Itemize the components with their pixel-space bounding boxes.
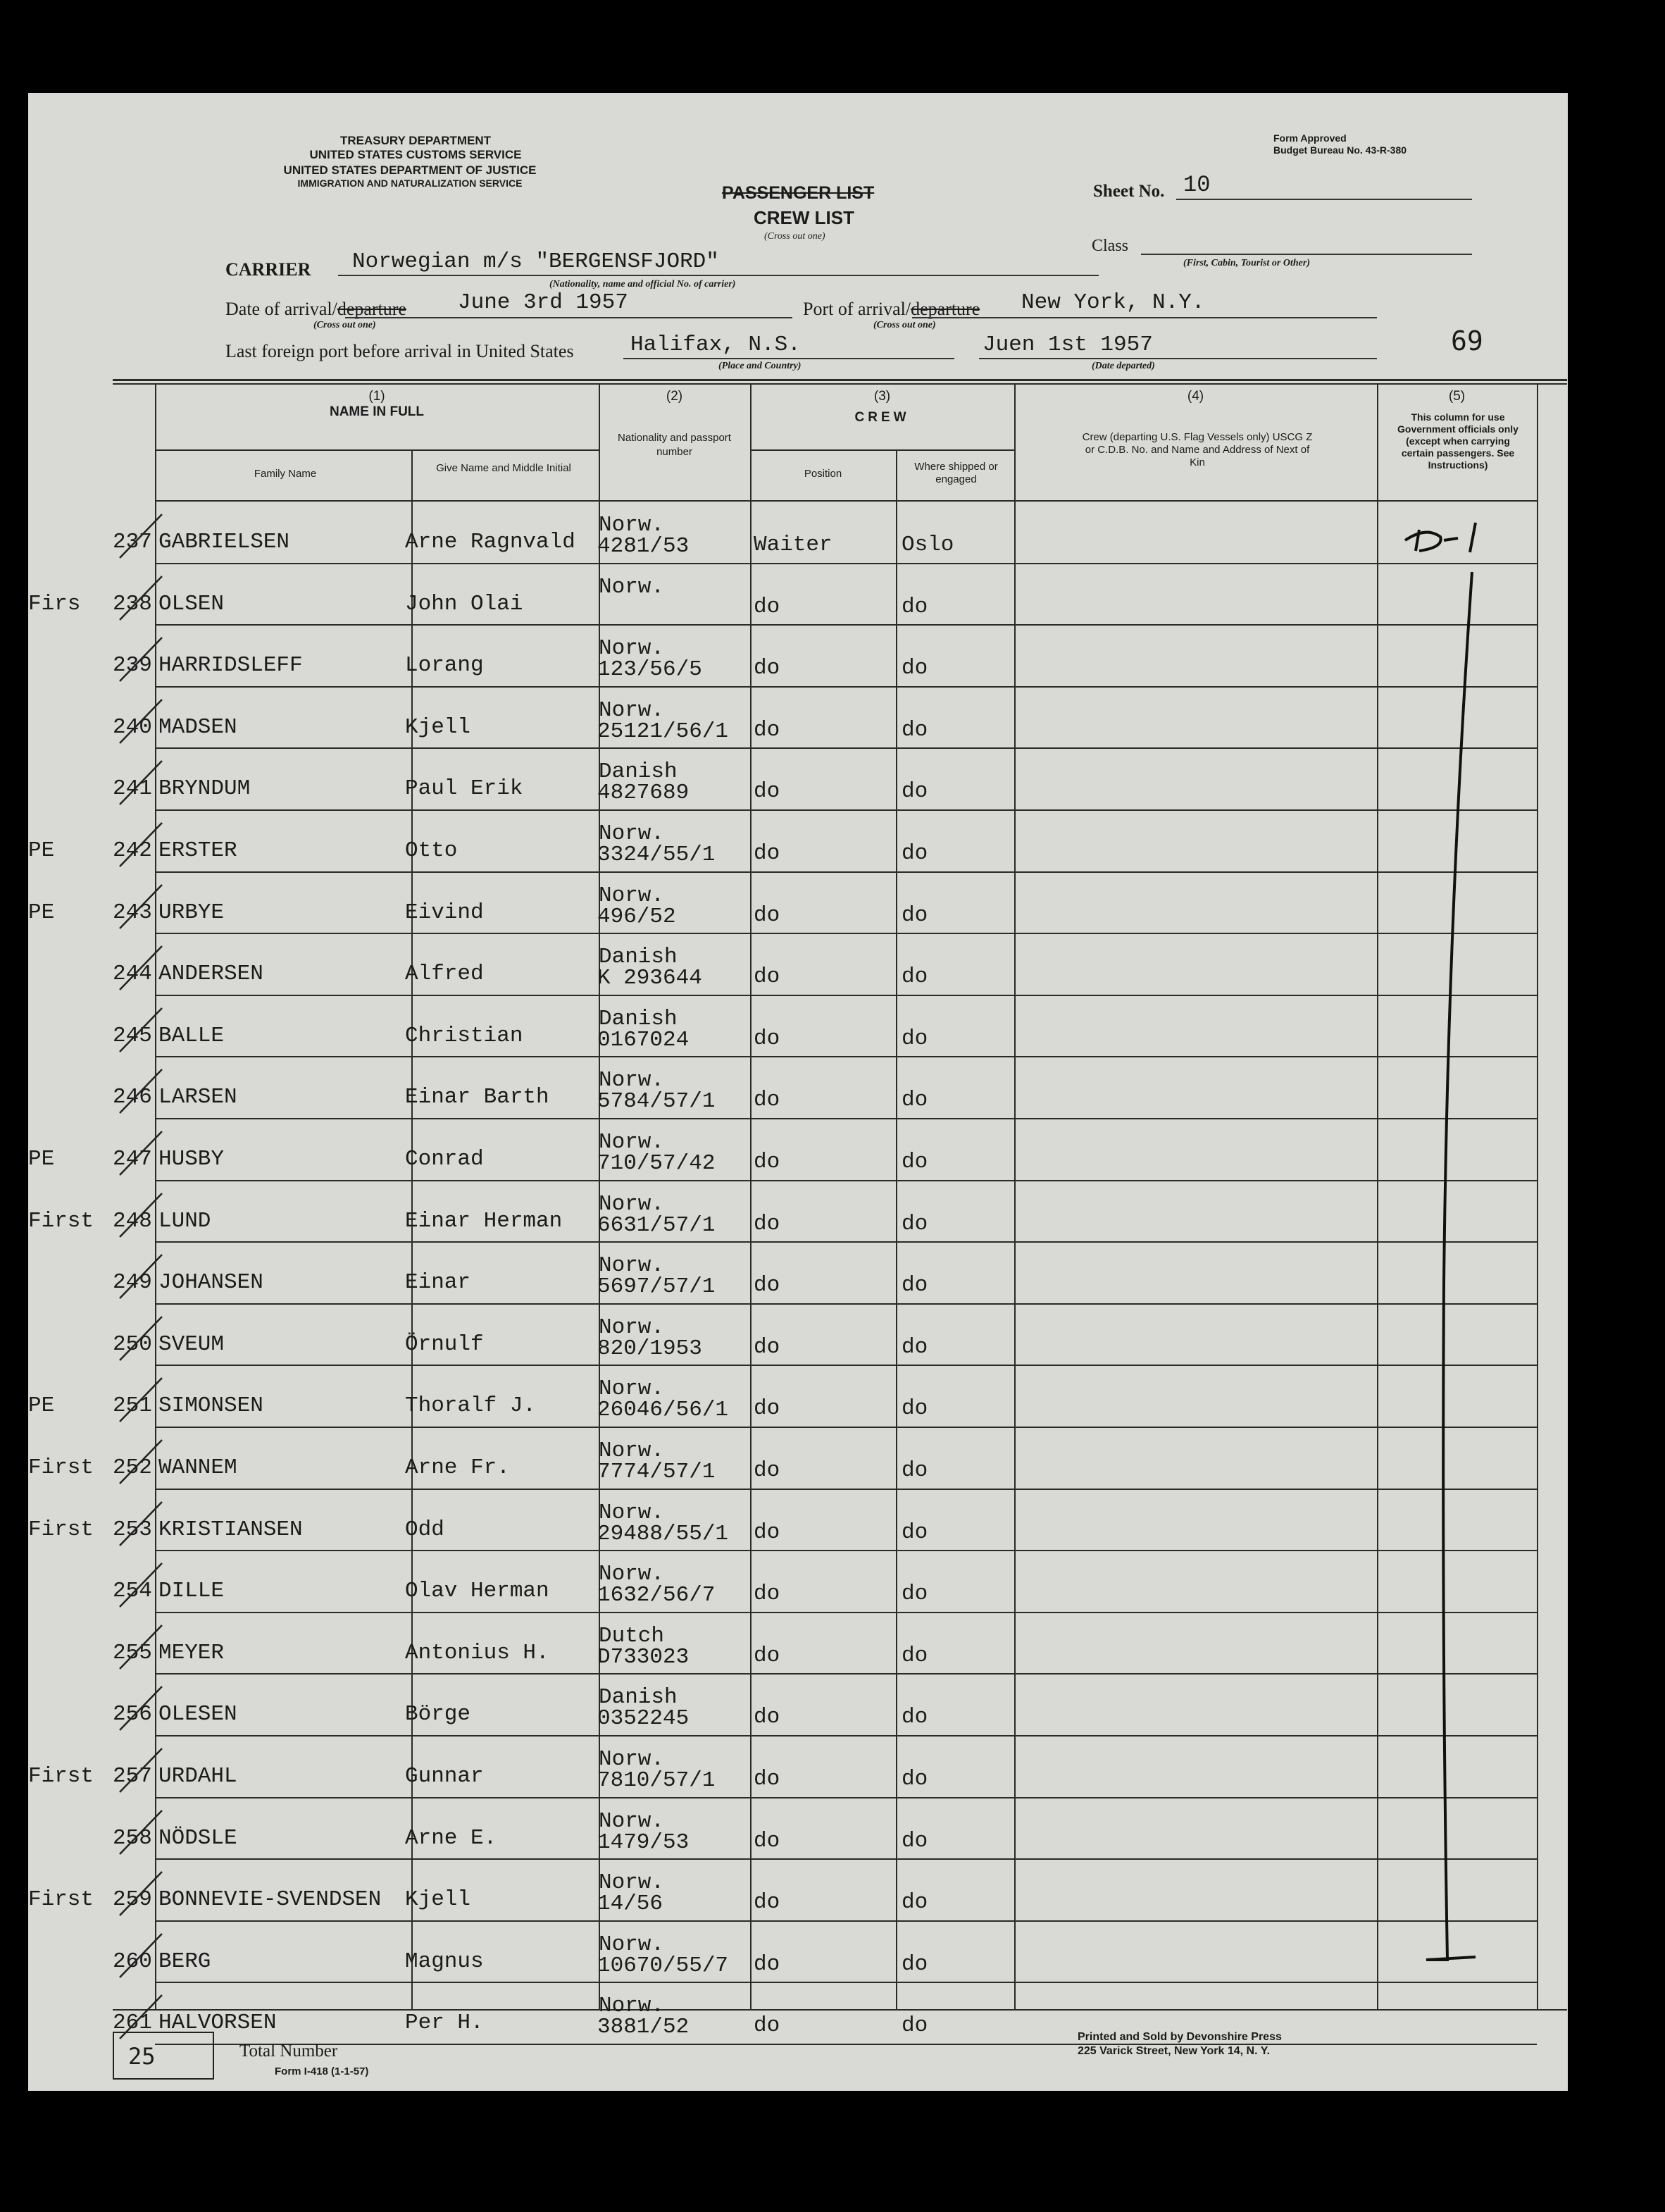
passport-number: D733023 [597, 1644, 690, 1670]
family-name: LUND [158, 1208, 211, 1234]
passenger-list-title-crossed: PASSENGER LIST [722, 183, 875, 203]
row-number: 237 [113, 530, 152, 554]
table-row [28, 1921, 1568, 1983]
position: do [754, 2013, 780, 2039]
passport-number: 1632/56/7 [597, 1583, 716, 1608]
nationality: Norw. [599, 1747, 665, 1772]
total-number-label: Total Number [239, 2042, 338, 2061]
row-number: 243 [113, 900, 152, 925]
nationality: Norw. [599, 697, 665, 723]
where-shipped: do [902, 1458, 928, 1483]
total-number-value: 25 [128, 2043, 156, 2070]
given-name: Eivind [405, 900, 484, 925]
nationality: Norw. [599, 1500, 665, 1525]
where-shipped: do [902, 902, 928, 928]
position: do [754, 1951, 780, 1977]
given-name: Lorang [405, 653, 484, 678]
date-of-arrival-label: Date of arrival/ [225, 299, 337, 319]
check-mark [106, 1674, 169, 1736]
row-number: 255 [113, 1640, 152, 1665]
place-and-country-hint: (Place and Country) [718, 361, 802, 371]
table-row [28, 1242, 1568, 1304]
table-row [28, 1982, 1568, 2044]
carrier-label: CARRIER [225, 259, 311, 280]
nationality: Norw. [599, 1068, 665, 1093]
given-name: Gunnar [405, 1764, 484, 1789]
position: do [754, 1582, 780, 1607]
where-shipped: do [902, 1211, 928, 1236]
nationality: Norw. [599, 1130, 665, 1155]
position: Waiter [754, 533, 832, 557]
col3-header [750, 389, 1014, 425]
col4-title: Crew (departing U.S. Flag Vessels only) USCG Z or C.D.B. No. and Name and Address of Next of Kin [1082, 431, 1313, 468]
col4-number: (4) [1187, 389, 1204, 404]
family-name: WANNEM [158, 1455, 237, 1480]
last-port-label: Last foreign port before arrival in United States [225, 341, 574, 361]
family-name: SIMONSEN [158, 1393, 263, 1419]
given-name: Conrad [405, 1147, 484, 1172]
passport-number: 5697/57/1 [597, 1274, 716, 1300]
position: do [754, 656, 780, 681]
table-row [28, 810, 1568, 872]
printer-line-2: 225 Varick Street, New York 14, N. Y. [1078, 2045, 1271, 2057]
table-row [28, 1427, 1568, 1489]
row-number: 250 [113, 1331, 152, 1357]
row-number: 254 [113, 1579, 152, 1604]
row-mark: First [28, 1208, 94, 1234]
where-shipped: do [902, 1767, 928, 1791]
passport-number: 3324/55/1 [597, 843, 716, 867]
printer-info [1078, 2030, 1282, 2058]
row-number: 261 [113, 2011, 152, 2036]
position: do [754, 1273, 780, 1298]
check-mark [106, 1181, 169, 1243]
where-shipped: do [902, 964, 928, 990]
issuing-departments [296, 134, 535, 162]
nationality: Norw. [599, 821, 665, 846]
class-hint: (First, Cabin, Tourist or Other) [1183, 258, 1310, 268]
nationality: Danish [599, 945, 678, 970]
family-name: LARSEN [158, 1085, 237, 1110]
dept-justice: UNITED STATES DEPARTMENT OF JUSTICE [283, 163, 537, 177]
check-mark [106, 1427, 169, 1489]
check-mark [106, 564, 169, 626]
family-name: KRISTIANSEN [158, 1517, 303, 1542]
official-annotation-mark [1377, 509, 1537, 2009]
table-row [28, 995, 1568, 1057]
row-number: 252 [113, 1455, 152, 1480]
given-name-header: Give Name and Middle Initial [436, 462, 571, 474]
family-name-header: Family Name [254, 468, 317, 480]
table-row [28, 1674, 1568, 1736]
where-shipped: Oslo [902, 533, 954, 557]
col5-title: This column for use Government officials only (except when carrying certain passengers. See Instructions) [1397, 411, 1519, 471]
port-of-arrival-label: Port of arrival/ [803, 299, 911, 319]
where-shipped: do [902, 1273, 928, 1298]
nationality: Norw. [599, 1870, 665, 1896]
where-shipped: do [902, 1890, 928, 1915]
check-mark [106, 1798, 169, 1860]
passport-number: 4281/53 [597, 534, 690, 559]
table-row [28, 1304, 1568, 1366]
dept-customs: UNITED STATES CUSTOMS SERVICE [309, 148, 522, 161]
port-departure-crossed: departure [911, 299, 980, 319]
passport-number: 10670/55/7 [597, 1953, 729, 1978]
given-name: Arne Ragnvald [405, 530, 575, 554]
last-port-value: Halifax, N.S. [630, 333, 801, 357]
cross-out-one-hint: (Cross out one) [764, 231, 825, 242]
where-shipped: do [902, 1026, 928, 1051]
where-shipped: do [902, 594, 928, 619]
given-name: Odd [405, 1517, 444, 1542]
family-name: OLSEN [158, 591, 225, 616]
row-number: 259 [113, 1887, 152, 1913]
position: do [754, 1211, 780, 1236]
row-number: 258 [113, 1825, 152, 1851]
nationality: Norw. [599, 1377, 665, 1402]
table-row [28, 1551, 1568, 1613]
table-row [28, 502, 1568, 564]
position: do [754, 1150, 780, 1174]
form-approval [1273, 132, 1407, 156]
passport-number: 0352245 [597, 1706, 690, 1732]
given-name: Thoralf J. [405, 1393, 537, 1419]
given-name: Alfred [405, 962, 484, 987]
nationality: Norw. [599, 1562, 665, 1587]
nationality: Norw. [599, 1191, 665, 1217]
table-row [28, 564, 1568, 626]
family-name: NÖDSLE [158, 1825, 237, 1851]
printer-line-1: Printed and Sold by Devonshire Press [1078, 2031, 1282, 2043]
where-shipped: do [902, 1705, 928, 1730]
row-number: 242 [113, 838, 152, 863]
nationality: Dutch [599, 1623, 665, 1648]
check-mark [106, 933, 169, 995]
family-name: URBYE [158, 900, 225, 925]
where-shipped: do [902, 656, 928, 681]
given-name: John Olai [405, 591, 523, 616]
position: do [754, 1396, 780, 1422]
table-row [28, 1057, 1568, 1119]
justice-department [227, 163, 593, 190]
table-row [28, 1859, 1568, 1921]
where-shipped: do [902, 1088, 928, 1113]
given-name: Otto [405, 838, 458, 863]
row-number: 238 [113, 591, 152, 616]
date-departed-value: Juen 1st 1957 [983, 333, 1153, 357]
col1-title: NAME IN FULL [329, 404, 425, 419]
table-row [28, 933, 1568, 995]
given-name: Olav Herman [405, 1579, 549, 1604]
row-number: 248 [113, 1208, 152, 1234]
row-number: 247 [113, 1147, 152, 1172]
nationality: Norw. [599, 1994, 665, 2019]
given-name: Örnulf [405, 1331, 484, 1357]
passport-number: 710/57/42 [597, 1151, 716, 1176]
family-name: OLESEN [158, 1702, 237, 1727]
arrival-date-value: June 3rd 1957 [458, 290, 628, 315]
row-number: 249 [113, 1270, 152, 1295]
row-mark: First [28, 1455, 94, 1480]
passport-number: 29488/55/1 [597, 1521, 729, 1546]
passport-number: 1479/53 [597, 1829, 690, 1855]
check-mark [106, 1242, 169, 1304]
nationality: Norw. [599, 1808, 665, 1834]
nationality: Norw. [599, 1315, 665, 1340]
check-mark [106, 1119, 169, 1181]
check-mark [106, 995, 169, 1057]
form-number: Form I-418 (1-1-57) [275, 2065, 369, 2077]
given-name: Magnus [405, 1949, 484, 1974]
date-cross-out-hint: (Cross out one) [313, 320, 376, 330]
family-name: ERSTER [158, 838, 237, 863]
table-row [28, 1613, 1568, 1674]
row-mark: Firs [28, 591, 81, 616]
row-number: 251 [113, 1393, 152, 1419]
position: do [754, 841, 780, 866]
row-number: 239 [113, 653, 152, 678]
passport-number: 4827689 [597, 781, 690, 806]
row-mark: First [28, 1887, 94, 1913]
passport-number: 6631/57/1 [597, 1212, 716, 1238]
row-mark: First [28, 1764, 94, 1789]
position: do [754, 1334, 780, 1360]
date-departure-crossed: departure [337, 299, 406, 319]
passport-number: 7810/57/1 [597, 1768, 716, 1793]
nationality: Norw. [599, 636, 665, 661]
position: do [754, 1643, 780, 1668]
row-number: 253 [113, 1517, 152, 1542]
table-row [28, 872, 1568, 934]
table-row [28, 687, 1568, 749]
sheet-no-label: Sheet No. [1093, 182, 1165, 201]
col1-header [155, 389, 599, 420]
row-number: 256 [113, 1702, 152, 1727]
check-mark [106, 1057, 169, 1119]
row-number: 244 [113, 962, 152, 987]
passport-number: 496/52 [597, 904, 676, 929]
row-mark: PE [28, 838, 55, 863]
position: do [754, 594, 780, 619]
check-mark [106, 1859, 169, 1921]
col2-number: (2) [666, 389, 683, 404]
budget-bureau-number: Budget Bureau No. 43-R-380 [1273, 144, 1407, 156]
class-label: Class [1092, 237, 1129, 255]
table-row [28, 1736, 1568, 1798]
crew-list-form [28, 93, 1568, 2091]
position: do [754, 1026, 780, 1051]
check-mark [106, 625, 169, 687]
where-shipped: do [902, 779, 928, 804]
family-name: SVEUM [158, 1331, 225, 1357]
check-mark [106, 1365, 169, 1427]
passport-number: K 293644 [597, 966, 702, 991]
where-shipped: do [902, 841, 928, 866]
carrier-value: Norwegian m/s "BERGENSFJORD" [352, 249, 719, 274]
where-shipped: do [902, 1396, 928, 1422]
date-departed-hint: (Date departed) [1092, 361, 1155, 371]
check-mark [106, 748, 169, 810]
table-row [28, 1181, 1568, 1243]
position: do [754, 1890, 780, 1915]
given-name: Antonius H. [405, 1640, 549, 1665]
check-mark [106, 810, 169, 872]
row-mark: PE [28, 1147, 55, 1172]
nationality: Danish [599, 759, 678, 785]
family-name: DILLE [158, 1579, 225, 1604]
row-number: 245 [113, 1023, 152, 1048]
where-shipped: do [902, 1951, 928, 1977]
passport-number: 3881/52 [597, 2015, 690, 2040]
position: do [754, 1458, 780, 1483]
nationality: Norw. [599, 574, 665, 599]
col5-number: (5) [1448, 389, 1466, 404]
family-name: BRYNDUM [158, 776, 251, 802]
family-name: ANDERSEN [158, 962, 263, 987]
carrier-hint: (Nationality, name and official No. of carrier) [549, 279, 736, 290]
check-mark [106, 1304, 169, 1366]
position: do [754, 964, 780, 990]
port-cross-out-hint: (Cross out one) [873, 320, 936, 330]
form-approved-text: Form Approved [1273, 132, 1347, 144]
col3-title: CREW [854, 410, 910, 425]
nationality: Norw. [599, 1932, 665, 1957]
passport-number: 25121/56/1 [597, 719, 729, 744]
position: do [754, 1088, 780, 1113]
nationality: Danish [599, 1685, 678, 1710]
position: do [754, 779, 780, 804]
passport-number: 26046/56/1 [597, 1398, 729, 1423]
col2-title: Nationality and passport number [618, 432, 731, 458]
given-name: Einar Herman [405, 1208, 563, 1234]
given-name: Einar Barth [405, 1085, 549, 1110]
position: do [754, 1767, 780, 1791]
row-number: 246 [113, 1085, 152, 1110]
row-mark: PE [28, 900, 55, 925]
dept-immigration: IMMIGRATION AND NATURALIZATION SERVICE [297, 178, 523, 189]
row-number: 241 [113, 776, 152, 802]
position: do [754, 902, 780, 928]
nationality: Norw. [599, 513, 665, 538]
family-name: JOHANSEN [158, 1270, 263, 1295]
given-name: Arne E. [405, 1825, 497, 1851]
check-mark [106, 1551, 169, 1613]
passport-number: 5784/57/1 [597, 1089, 716, 1114]
passport-number: 820/1953 [597, 1336, 702, 1361]
row-number: 240 [113, 714, 152, 740]
check-mark [106, 872, 169, 934]
total-number-box [113, 2032, 214, 2080]
given-name: Einar [405, 1270, 471, 1295]
col1-number: (1) [368, 389, 385, 404]
where-shipped: do [902, 1334, 928, 1360]
family-name: GABRIELSEN [158, 530, 290, 554]
position: do [754, 717, 780, 742]
position: do [754, 1828, 780, 1853]
given-name: Arne Fr. [405, 1455, 510, 1480]
crew-list-title: CREW LIST [754, 207, 854, 228]
nationality: Danish [599, 1006, 678, 1031]
where-shipped: do [902, 717, 928, 742]
family-name: HARRIDSLEFF [158, 653, 303, 678]
nationality: Norw. [599, 883, 665, 908]
check-mark [106, 687, 169, 749]
table-row [28, 748, 1568, 810]
check-mark [106, 1613, 169, 1674]
passport-number: 14/56 [597, 1891, 663, 1917]
table-row [28, 1489, 1568, 1551]
family-name: URDAHL [158, 1764, 237, 1789]
family-name: BALLE [158, 1023, 225, 1048]
check-mark [106, 502, 169, 564]
nationality: Norw. [599, 1253, 665, 1279]
where-shipped: do [902, 1582, 928, 1607]
passport-number: 0167024 [597, 1027, 690, 1052]
family-name: MADSEN [158, 714, 237, 740]
given-name: Kjell [405, 714, 471, 740]
where-shipped-header: Where shipped or engaged [914, 461, 998, 485]
passport-number: 123/56/5 [597, 657, 702, 683]
position-header: Position [804, 468, 842, 480]
family-name: HUSBY [158, 1147, 225, 1172]
family-name: BERG [158, 1949, 211, 1974]
row-mark: PE [28, 1393, 55, 1419]
where-shipped: do [902, 1520, 928, 1545]
port-of-arrival-value: New York, N.Y. [1021, 290, 1205, 315]
col3-number: (3) [873, 389, 891, 404]
position: do [754, 1705, 780, 1730]
passport-number: 7774/57/1 [597, 1460, 716, 1484]
where-shipped: do [902, 1643, 928, 1668]
row-mark: First [28, 1517, 94, 1542]
where-shipped: do [902, 1150, 928, 1174]
where-shipped: do [902, 2013, 928, 2039]
given-name: Paul Erik [405, 776, 523, 802]
position: do [754, 1520, 780, 1545]
family-name: BONNEVIE-SVENDSEN [158, 1887, 382, 1913]
page-number: 69 [1451, 325, 1483, 356]
table-row [28, 625, 1568, 687]
table-row [28, 1119, 1568, 1181]
given-name: Kjell [405, 1887, 471, 1913]
check-mark [106, 1736, 169, 1798]
given-name: Per H. [405, 2011, 484, 2036]
family-name: HALVORSEN [158, 2011, 277, 2036]
sheet-no-value: 10 [1183, 172, 1211, 198]
table-row [28, 1365, 1568, 1427]
check-mark [106, 1489, 169, 1551]
given-name: Börge [405, 1702, 471, 1727]
row-number: 257 [113, 1764, 152, 1789]
table-row [28, 1798, 1568, 1860]
where-shipped: do [902, 1828, 928, 1853]
row-number: 260 [113, 1949, 152, 1974]
given-name: Christian [405, 1023, 523, 1048]
check-mark [106, 1921, 169, 1983]
family-name: MEYER [158, 1640, 225, 1665]
dept-treasury: TREASURY DEPARTMENT [339, 134, 492, 147]
nationality: Norw. [599, 1439, 665, 1463]
